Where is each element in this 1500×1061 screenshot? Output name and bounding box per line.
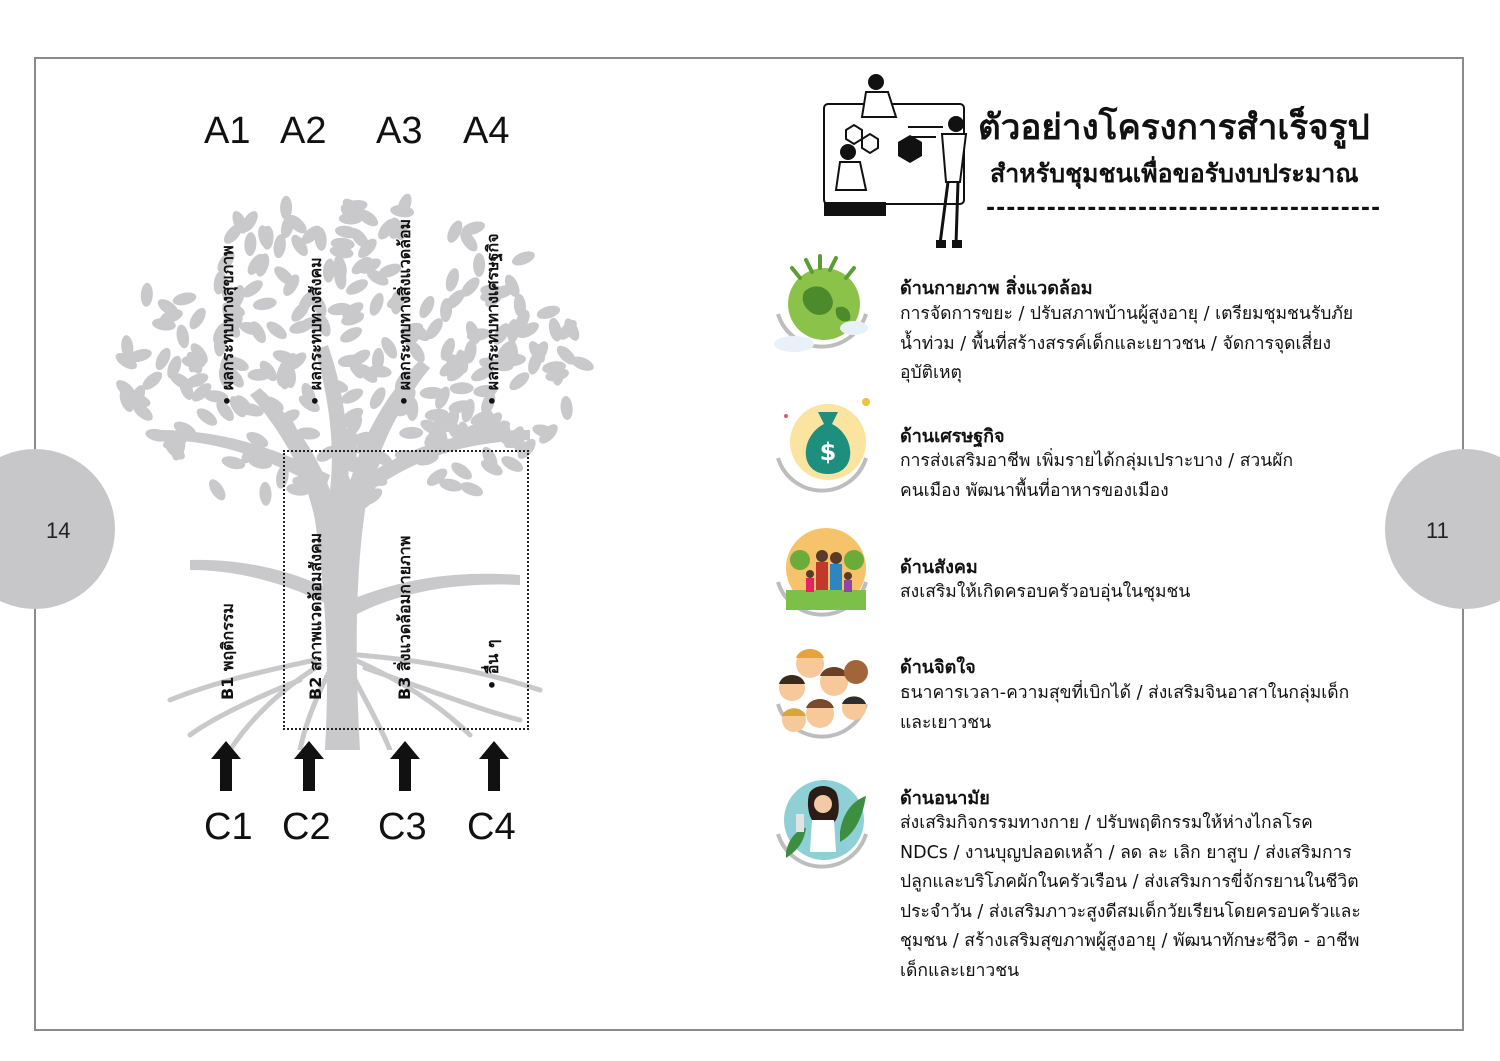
- tree-leaf: [510, 248, 537, 268]
- tree-leaf: [194, 405, 220, 429]
- money-bag-icon: [770, 396, 874, 500]
- tree-leaf: [449, 382, 473, 394]
- section-body-social: สงเสริมให้เกิดครอบครัวอบอุ่นในชุมชน: [900, 582, 1191, 602]
- tree-leaf: [338, 324, 365, 346]
- tree-leaf: [399, 426, 423, 439]
- label-c2: C2: [282, 806, 331, 848]
- page-number-left: 14: [46, 518, 71, 543]
- tree-leaf: [140, 283, 153, 308]
- tree-leaf: [344, 276, 371, 298]
- label-c1: C1: [204, 806, 253, 848]
- tree-leaf: [560, 396, 574, 421]
- impact-economic-text: • ผลกระทบทางเศรษฐกิจ: [483, 233, 502, 406]
- svg-text:$: $: [819, 438, 837, 466]
- impact-environment-text: • ผลกระทบทางสิ่งแวดล้อม: [395, 218, 414, 406]
- arrow-up-icon: [479, 741, 509, 791]
- page-subtitle: สำหรับชุมชนเพื่อขอรับงบประมาณ: [990, 159, 1359, 188]
- section-heading-economic: ด้านเศรษฐกิจ: [900, 426, 1005, 447]
- label-a3: A3: [376, 110, 423, 152]
- impact-health-text: • ผลกระทบทางสุขภาพ: [218, 245, 237, 406]
- page-title: ตัวอย่างโครงการสำเร็จรูป: [978, 108, 1370, 148]
- impact-social-text: • ผลกระทบทางสังคม: [306, 257, 325, 406]
- family-icon: [770, 520, 874, 624]
- tree-leaf: [443, 267, 461, 293]
- arrow-up-icon: [294, 741, 324, 791]
- tree-leaf: [186, 305, 209, 332]
- factor-behavior-text: B1 พฤติกรรม: [218, 603, 237, 700]
- globe-plant-icon: [770, 252, 874, 356]
- label-c4: C4: [467, 806, 516, 848]
- factor-other-text: • อื่น ๆ: [483, 639, 502, 690]
- tree-leaf: [252, 296, 278, 312]
- team-collaboration-illustration: [818, 72, 978, 252]
- label-a1: A1: [204, 110, 251, 152]
- page-number-right: 11: [1426, 518, 1449, 543]
- arrow-up-icon: [390, 741, 420, 791]
- section-body-mental: ธนาคารเวลา-ความสุขที่เบิกได้ / ส่งเสริมจินอาสาในกลุ่มเด็ก และเยาวชน: [900, 683, 1350, 733]
- arrow-up-icon: [211, 741, 241, 791]
- section-heading-health: ด้านอนามัย: [900, 788, 990, 809]
- tree-leaf: [506, 369, 532, 394]
- section-body-economic: การส่งเสริมอาชีพ เพิ่มรายได้กลุ่มเปราะบาง / สวนผัก คนเมือง พัฒนาพื้นที่อาหารของเมือง: [900, 451, 1294, 501]
- label-c3: C3: [378, 806, 427, 848]
- happy-kids-icon: [770, 642, 874, 746]
- tree-leaf: [535, 303, 561, 321]
- tree-leaf: [367, 291, 387, 318]
- tree-leaf: [264, 318, 290, 342]
- tree-leaf: [171, 290, 197, 307]
- tree-leaf: [416, 294, 437, 321]
- section-heading-physical: ด้านกายภาพ สิ่งแวดล้อม: [900, 278, 1093, 299]
- tree-leaf: [244, 232, 257, 257]
- tree-leaf: [206, 476, 229, 503]
- label-a4: A4: [463, 110, 510, 152]
- section-heading-mental: ด้านจิตใจ: [900, 657, 976, 678]
- section-body-physical: การจัดการขยะ / ปรับสภาพบ้านผู้สูงอายุ / เตรียมชุมชนรับภัย น้ำท่วม / พื้นที่สร้างสรรค์เด็กและเยาวชน / จัดการจุดเสี่ยง อุบัติเหตุ: [900, 304, 1354, 383]
- factor-physical-environment-text: B3 สิ่งแวดล้อมกายภาพ: [395, 535, 414, 700]
- factor-social-environment-text: B2 สภาพแวดล้อมสังคม: [306, 532, 325, 700]
- title-divider: ---------------------------------------: [986, 196, 1382, 221]
- tree-leaf: [175, 324, 191, 350]
- section-heading-social: ด้านสังคม: [900, 557, 978, 578]
- tree-leaf: [259, 482, 272, 507]
- label-a2: A2: [280, 110, 327, 152]
- healthy-woman-icon: [770, 772, 874, 876]
- section-body-health: ส่งเสริมกิจกรรมทางกาย / ปรับพฤติกรรมให้ห่างไกลโรค NDCs / งานบุญปลอดเหล้า / ลด ละ เลิก ยาสูบ / ส่งเสริมการ ปลูกและบริโภคผักในครัวเรือน / ส่งเสริมการขี่จักรยานในชีวิต ประจำวัน / ส่งเสริมภาวะสูงดีสมเด็กวัยเรียนโดยครอบครัวและ ชุมชน / สร้างเสริมสุขภาพผู้สูงอายุ / พัฒนาทักษะชีวิต - อาชีพ เด็กและเยาวชน: [900, 813, 1361, 981]
